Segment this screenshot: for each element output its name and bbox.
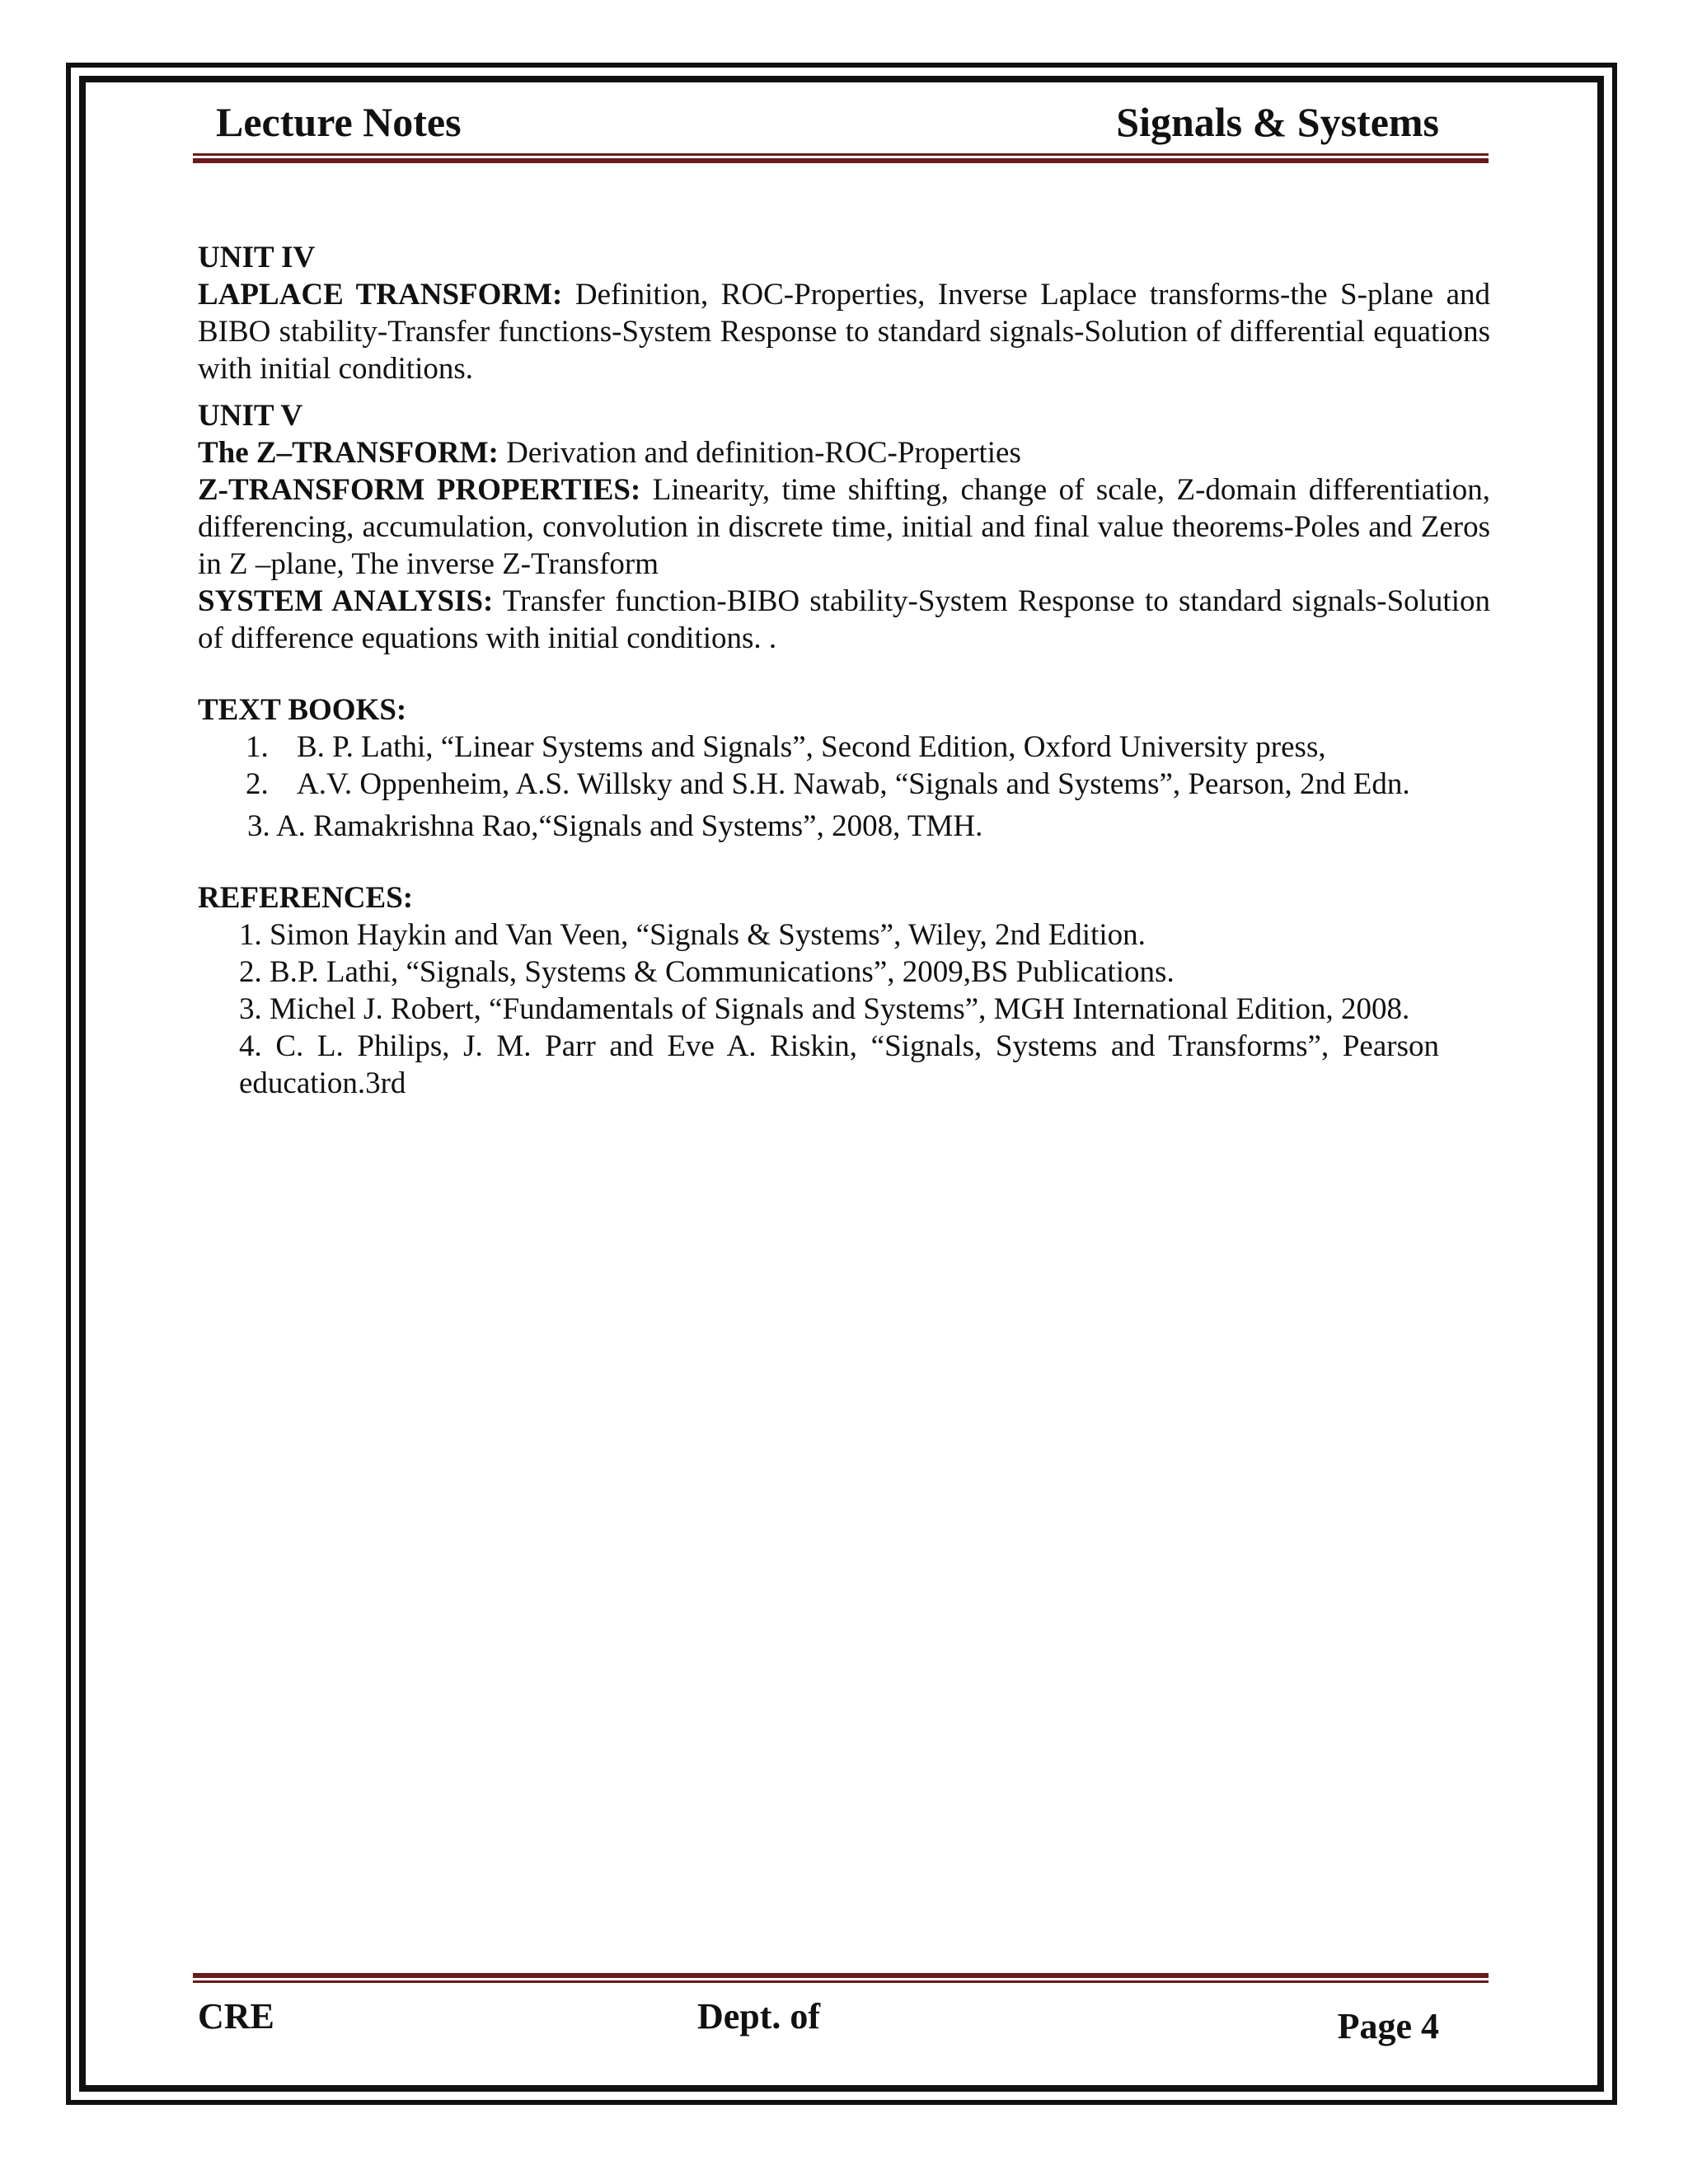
header-title-right: Signals & Systems	[1116, 99, 1439, 145]
reference-item: 2. B.P. Lathi, “Signals, Systems & Communications”, 2009,BS Publications.	[239, 955, 1175, 989]
text-book-text: B. P. Lathi, “Linear Systems and Signals”, Second Edition, Oxford University press,	[297, 730, 1326, 764]
text-book-text: A.V. Oppenheim, A.S. Willsky and S.H. Nawab, “Signals and Systems”, Pearson, 2nd Edn.	[297, 767, 1410, 801]
reference-item: 3. Michel J. Robert, “Fundamentals of Signals and Systems”, MGH International Edition, 2008.	[239, 992, 1410, 1026]
unit-v-title: UNIT V	[198, 399, 303, 433]
text-books-heading: TEXT BOOKS:	[198, 693, 407, 727]
header-rule-thick	[193, 158, 1489, 163]
system-analysis-label: SYSTEM ANALYSIS:	[198, 584, 494, 618]
laplace-text: Definition, ROC-Properties, Inverse Laplace transforms-the S-plane and BIBO stability-Transfer functions-System Response to standard signals-Solution of differential equations with initial conditions.	[198, 278, 1490, 386]
footer-rule-thin	[193, 1980, 1489, 1983]
text-book-item	[198, 766, 1490, 803]
system-analysis-paragraph	[198, 583, 1490, 657]
z-properties-label: Z-TRANSFORM PROPERTIES:	[198, 473, 641, 507]
z-transform-label: The Z–TRANSFORM:	[198, 436, 499, 470]
text-book-number: 2.	[246, 767, 269, 801]
footer-center: Dept. of	[697, 1996, 821, 2036]
footer-rule-thick	[193, 1973, 1489, 1978]
reference-item: 1. Simon Haykin and Van Veen, “Signals & Systems”, Wiley, 2nd Edition.	[239, 918, 1146, 952]
reference-item: 4. C. L. Philips, J. M. Parr and Eve A. Riskin, “Signals, Systems and Transforms”, Pearson education.3rd	[239, 1029, 1439, 1100]
z-transform-text: Derivation and definition-ROC-Properties	[506, 436, 1021, 470]
z-properties-text: Linearity, time shifting, change of scale, Z-domain differentiation, differencing, accumulation, convolution in discrete time, initial and final value theorems-Poles and Zeros in Z –plane, The inverse Z-Transform	[198, 473, 1490, 581]
footer-left: CRE	[198, 1996, 274, 2036]
laplace-label: LAPLACE TRANSFORM:	[198, 278, 563, 312]
footer-page-number: Page 4	[1337, 2006, 1439, 2046]
header-rule-thin	[193, 153, 1489, 156]
z-properties-paragraph	[198, 471, 1490, 583]
text-book-item	[198, 729, 1490, 766]
unit-iv-paragraph	[198, 276, 1490, 387]
z-transform-paragraph	[198, 434, 1490, 471]
text-book-number: 1.	[246, 730, 269, 764]
references-heading: REFERENCES:	[198, 881, 414, 915]
unit-iv-title: UNIT IV	[198, 241, 316, 274]
system-analysis-text: Transfer function-BIBO stability-System Response to standard signals-Solution of difference equations with initial conditions. .	[198, 584, 1490, 655]
header-title-left: Lecture Notes	[216, 99, 462, 145]
text-book-item: 3. A. Ramakrishna Rao,“Signals and Systems”, 2008, TMH.	[247, 809, 983, 843]
page-content	[198, 239, 1490, 1102]
